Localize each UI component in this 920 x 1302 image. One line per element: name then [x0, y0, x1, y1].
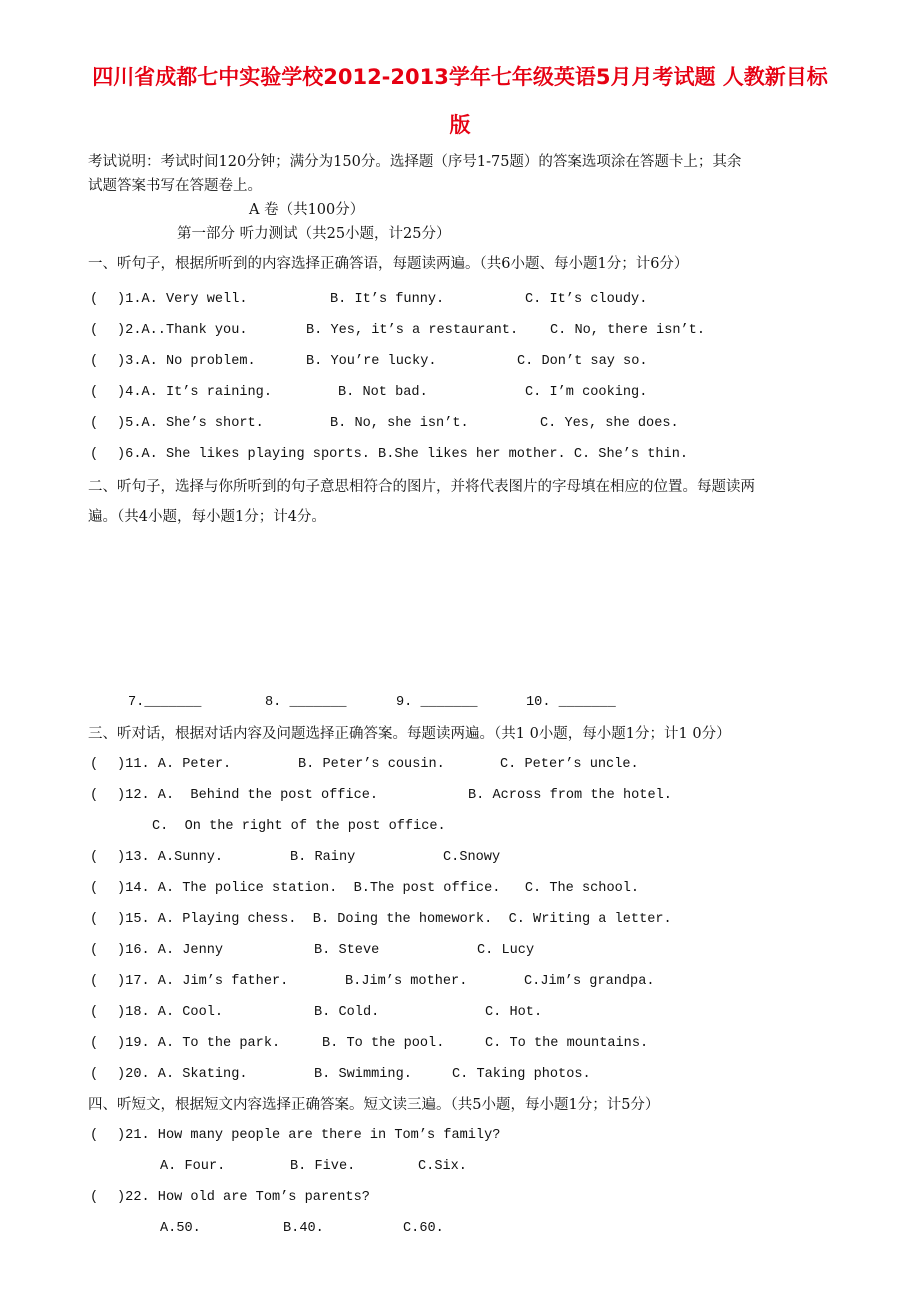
option-b: B. Not bad.	[338, 385, 428, 400]
answer-blank-9: 9. _______	[396, 695, 478, 710]
option-a: )17. A. Jim’s father.	[117, 974, 289, 989]
option-c: C. Lucy	[477, 943, 535, 958]
answer-paren: (	[90, 1067, 99, 1082]
option-a: )5.A. She’s short.	[117, 416, 264, 431]
option-b: B.40.	[283, 1221, 324, 1236]
answer-paren: (	[90, 974, 99, 989]
exam-title: 四川省成都七中实验学校2012-2013学年七年级英语5月月考试题 人教新目标	[92, 65, 828, 89]
option-c: C. Taking photos.	[452, 1067, 591, 1082]
exam-instructions: 考试说明：考试时间120分钟；满分为150分。选择题（序号1-75题）的答案选项涂在答题卡上；其余	[88, 154, 742, 170]
option-b: B. Peter’s cousin.	[298, 757, 445, 772]
option-b: B. Five.	[290, 1159, 356, 1174]
answer-paren: (	[90, 943, 99, 958]
option-c: C. Yes, she does.	[540, 416, 679, 431]
option-a: )2.A..Thank you.	[117, 323, 248, 338]
answer-blank-10: 10. _______	[526, 695, 616, 710]
answer-paren: (	[90, 385, 99, 400]
option-a: )3.A. No problem.	[117, 354, 256, 369]
option-c: C. To the mountains.	[485, 1036, 649, 1051]
option-a: )19. A. To the park.	[117, 1036, 281, 1051]
option-a: )13. A.Sunny.	[117, 850, 224, 865]
option-a: )16. A. Jenny	[117, 943, 224, 958]
answer-paren: (	[90, 1005, 99, 1020]
option-b: B. Steve	[314, 943, 380, 958]
option-b: B. Swimming.	[314, 1067, 412, 1082]
answer-paren: (	[90, 447, 99, 462]
option-b: B.Jim’s mother.	[345, 974, 468, 989]
option-b: B. Yes, it’s a restaurant.	[306, 323, 519, 338]
option-c: C. I’m cooking.	[525, 385, 648, 400]
options: )14. A. The police station. B.The post office. C. The school.	[117, 881, 640, 896]
option-a: )20. A. Skating.	[117, 1067, 248, 1082]
answer-paren: (	[90, 1036, 99, 1051]
option-b: B. You’re lucky.	[306, 354, 437, 369]
options: )15. A. Playing chess. B. Doing the homework. C. Writing a letter.	[117, 912, 672, 927]
answer-paren: (	[90, 354, 99, 369]
option-c: C.Six.	[418, 1159, 467, 1174]
option-a: )12. A. Behind the post office.	[117, 788, 379, 803]
answer-paren: (	[90, 1128, 99, 1143]
exam-instructions-cont: 试题答案书写在答题卷上。	[88, 178, 262, 194]
section-1-heading: 一、听句子，根据所听到的内容选择正确答语，每题读两遍。（共6小题、每小题1分；计6分）	[88, 256, 689, 272]
option-b: B. No, she isn’t.	[330, 416, 469, 431]
option-c: C. On the right of the post office.	[152, 819, 446, 834]
options: )6.A. She likes playing sports. B.She likes her mother. C. She’s thin.	[117, 447, 689, 462]
answer-paren: (	[90, 292, 99, 307]
option-a: A. Four.	[160, 1159, 226, 1174]
option-c: C.Snowy	[443, 850, 501, 865]
option-c: C. No, there isn’t.	[550, 323, 705, 338]
option-c: C. Peter’s uncle.	[500, 757, 639, 772]
section-2-heading: 二、听句子，选择与你所听到的句子意思相符合的图片，并将代表图片的字母填在相应的位置。每题读两	[88, 479, 755, 495]
paper-label: A 卷（共100分）	[249, 202, 365, 218]
option-c: C. Don’t say so.	[517, 354, 648, 369]
question-stem: )21. How many people are there in Tom’s family?	[117, 1128, 501, 1143]
answer-paren: (	[90, 912, 99, 927]
section-2-heading-cont: 遍。（共4小题，每小题1分；计4分。	[88, 509, 326, 525]
section-4-heading: 四、听短文，根据短文内容选择正确答案。短文读三遍。（共5小题，每小题1分；计5分）	[88, 1097, 660, 1113]
option-a: )18. A. Cool.	[117, 1005, 224, 1020]
answer-paren: (	[90, 788, 99, 803]
option-b: B. Cold.	[314, 1005, 380, 1020]
option-a: )11. A. Peter.	[117, 757, 232, 772]
option-a: )4.A. It’s raining.	[117, 385, 272, 400]
answer-paren: (	[90, 881, 99, 896]
answer-paren: (	[90, 850, 99, 865]
exam-title-cont: 版	[449, 113, 471, 137]
option-a: A.50.	[160, 1221, 201, 1236]
section-3-heading: 三、听对话，根据对话内容及问题选择正确答案。每题读两遍。（共1 0小题，每小题1分；计1 0分）	[88, 726, 731, 742]
question-stem: )22. How old are Tom’s parents?	[117, 1190, 370, 1205]
answer-blank-7: 7._______	[128, 695, 202, 710]
option-b: B. Across from the hotel.	[468, 788, 672, 803]
option-c: C. It’s cloudy.	[525, 292, 648, 307]
answer-paren: (	[90, 416, 99, 431]
option-c: C.60.	[403, 1221, 444, 1236]
option-b: B. Rainy	[290, 850, 356, 865]
option-c: C.Jim’s grandpa.	[524, 974, 655, 989]
option-c: C. Hot.	[485, 1005, 543, 1020]
option-a: )1.A. Very well.	[117, 292, 248, 307]
answer-paren: (	[90, 757, 99, 772]
option-b: B. To the pool.	[322, 1036, 445, 1051]
answer-paren: (	[90, 323, 99, 338]
answer-blank-8: 8. _______	[265, 695, 347, 710]
option-b: B. It’s funny.	[330, 292, 445, 307]
answer-paren: (	[90, 1190, 99, 1205]
part-heading: 第一部分 听力测试（共25小题，计25分）	[177, 226, 451, 242]
